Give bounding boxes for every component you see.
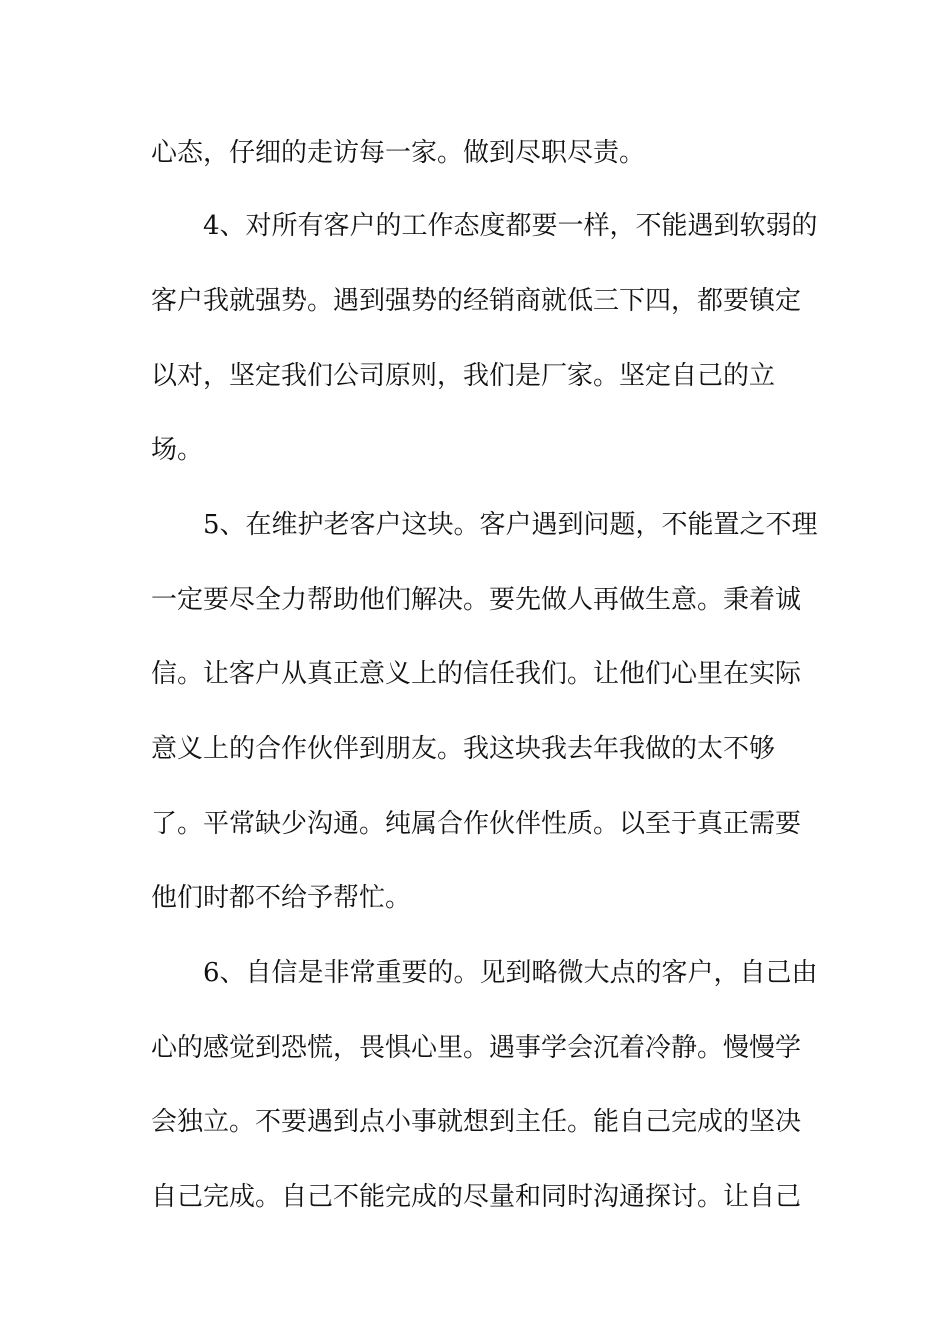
text-line: 意义上的合作伙伴到朋友。我这块我去年我做的太不够 [151, 734, 776, 764]
text-line: 了。平常缺少沟通。纯属合作伙伴性质。以至于真正需要 [151, 809, 802, 839]
text-line: 客户我就强势。遇到强势的经销商就低三下四，都要镇定 [151, 286, 802, 316]
text-line: 心的感觉到恐慌，畏惧心里。遇事学会沉着冷静。慢慢学 [151, 1033, 802, 1063]
text-line: 心态，仔细的走访每一家。做到尽职尽责。 [151, 138, 646, 168]
text-line: 会独立。不要遇到点小事就想到主任。能自己完成的坚决 [151, 1107, 802, 1137]
paragraph-5-first-line: 5、在维护老客户这块。客户遇到问题，不能置之不理 [203, 510, 818, 540]
paragraph-6-first-line: 6、自信是非常重要的。见到略微大点的客户，自己由 [203, 958, 818, 988]
text-line: 场。 [151, 435, 204, 465]
text-line: 自己完成。自己不能完成的尽量和同时沟通探讨。让自己 [151, 1182, 802, 1212]
text-line: 一定要尽全力帮助他们解决。要先做人再做生意。秉着诚 [151, 585, 802, 615]
text-line: 以对，坚定我们公司原则，我们是厂家。坚定自己的立 [151, 361, 776, 391]
paragraph-4-first-line: 4、对所有客户的工作态度都要一样，不能遇到软弱的 [203, 211, 818, 241]
text-line: 信。让客户从真正意义上的信任我们。让他们心里在实际 [151, 659, 802, 689]
text-line: 他们时都不给予帮忙。 [151, 883, 412, 913]
